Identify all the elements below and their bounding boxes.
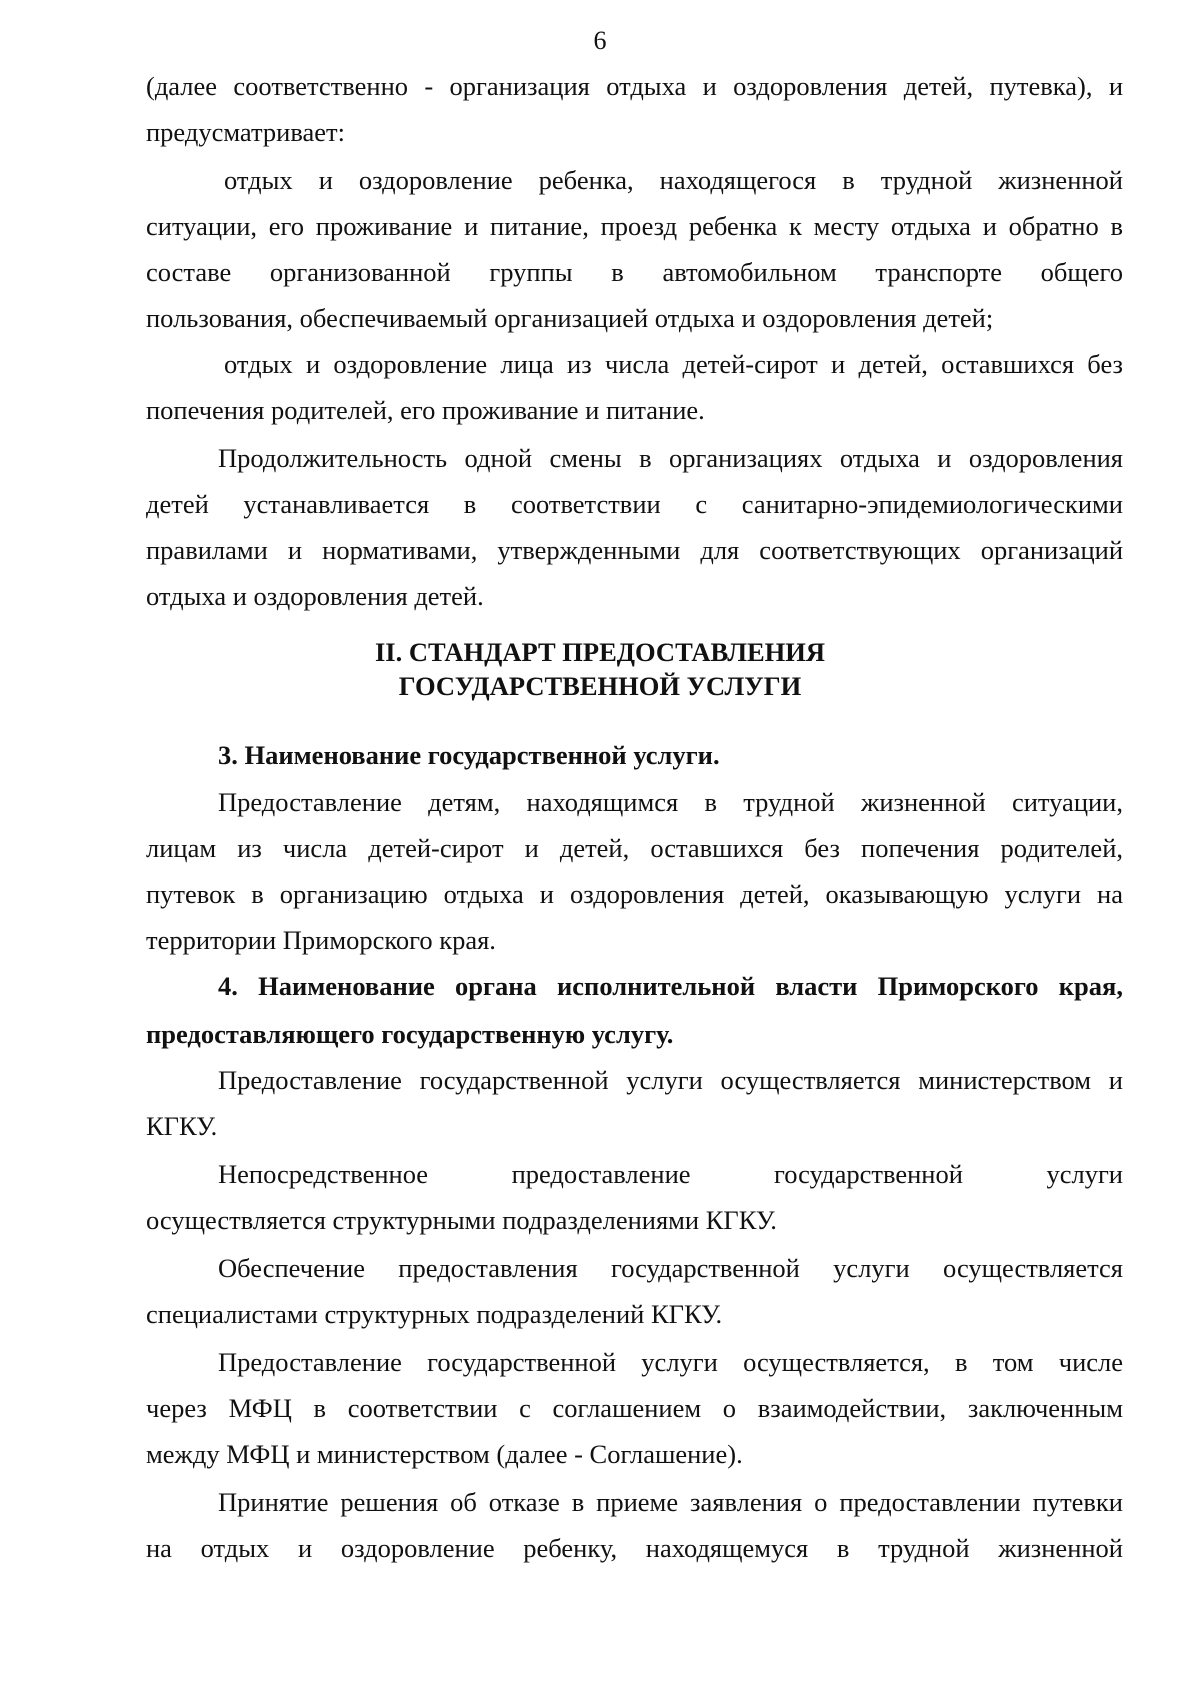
text-line: составе организованной группы в автомобильном транспорте общего bbox=[146, 257, 1123, 287]
subsection-heading: 3. Наименование государственной услуги. bbox=[218, 740, 720, 770]
text-line: детей устанавливается в соответствии с санитарно-эпидемиологическими bbox=[146, 489, 1123, 519]
subsection-heading: предоставляющего государственную услугу. bbox=[146, 1019, 674, 1049]
text-line: отдых и оздоровление лица из числа детей-сирот и детей, оставшихся без bbox=[224, 349, 1123, 379]
text-line: Непосредственное предоставление государственной услуги bbox=[218, 1159, 1123, 1189]
text-line: Продолжительность одной смены в организациях отдыха и оздоровления bbox=[218, 443, 1123, 473]
text-line: отдыха и оздоровления детей. bbox=[146, 581, 484, 611]
text-line: лицам из числа детей-сирот и детей, оставшихся без попечения родителей, bbox=[146, 833, 1123, 863]
text-line: специалистами структурных подразделений КГКУ. bbox=[146, 1299, 723, 1329]
text-line: Предоставление государственной услуги осуществляется, в том числе bbox=[218, 1347, 1123, 1377]
text-line: Обеспечение предоставления государственной услуги осуществляется bbox=[218, 1253, 1123, 1283]
text-line: пользования, обеспечиваемый организацией отдыха и оздоровления детей; bbox=[146, 303, 994, 333]
text-line: Предоставление государственной услуги осуществляется министерством и bbox=[218, 1065, 1123, 1095]
text-line: между МФЦ и министерством (далее - Соглашение). bbox=[146, 1439, 743, 1469]
text-line: Предоставление детям, находящимся в трудной жизненной ситуации, bbox=[218, 787, 1123, 817]
text-line: (далее соответственно - организация отдыха и оздоровления детей, путевка), и bbox=[146, 71, 1123, 101]
text-line: через МФЦ в соответствии с соглашением о взаимодействии, заключенным bbox=[146, 1393, 1123, 1423]
text-line: на отдых и оздоровление ребенку, находящемуся в трудной жизненной bbox=[146, 1533, 1123, 1563]
text-line: отдых и оздоровление ребенка, находящегося в трудной жизненной bbox=[224, 165, 1123, 195]
text-line: путевок в организацию отдыха и оздоровления детей, оказывающую услуги на bbox=[146, 879, 1123, 909]
text-line: осуществляется структурными подразделениями КГКУ. bbox=[146, 1205, 777, 1235]
subsection-heading: 4. Наименование органа исполнительной власти Приморского края, bbox=[218, 971, 1123, 1001]
page-number: 6 bbox=[593, 26, 607, 55]
text-line: предусматривает: bbox=[146, 117, 345, 147]
text-line: попечения родителей, его проживание и питание. bbox=[146, 395, 705, 425]
section-heading-line2: ГОСУДАРСТВЕННОЙ УСЛУГИ bbox=[398, 671, 802, 701]
text-line: Принятие решения об отказе в приеме заявления о предоставлении путевки bbox=[218, 1487, 1123, 1517]
text-line: КГКУ. bbox=[146, 1111, 218, 1141]
text-line: правилами и нормативами, утвержденными для соответствующих организаций bbox=[146, 535, 1123, 565]
text-line: территории Приморского края. bbox=[146, 925, 496, 955]
text-line: ситуации, его проживание и питание, проезд ребенка к месту отдыха и обратно в bbox=[146, 211, 1123, 241]
section-heading-line1: II. СТАНДАРТ ПРЕДОСТАВЛЕНИЯ bbox=[374, 637, 826, 667]
